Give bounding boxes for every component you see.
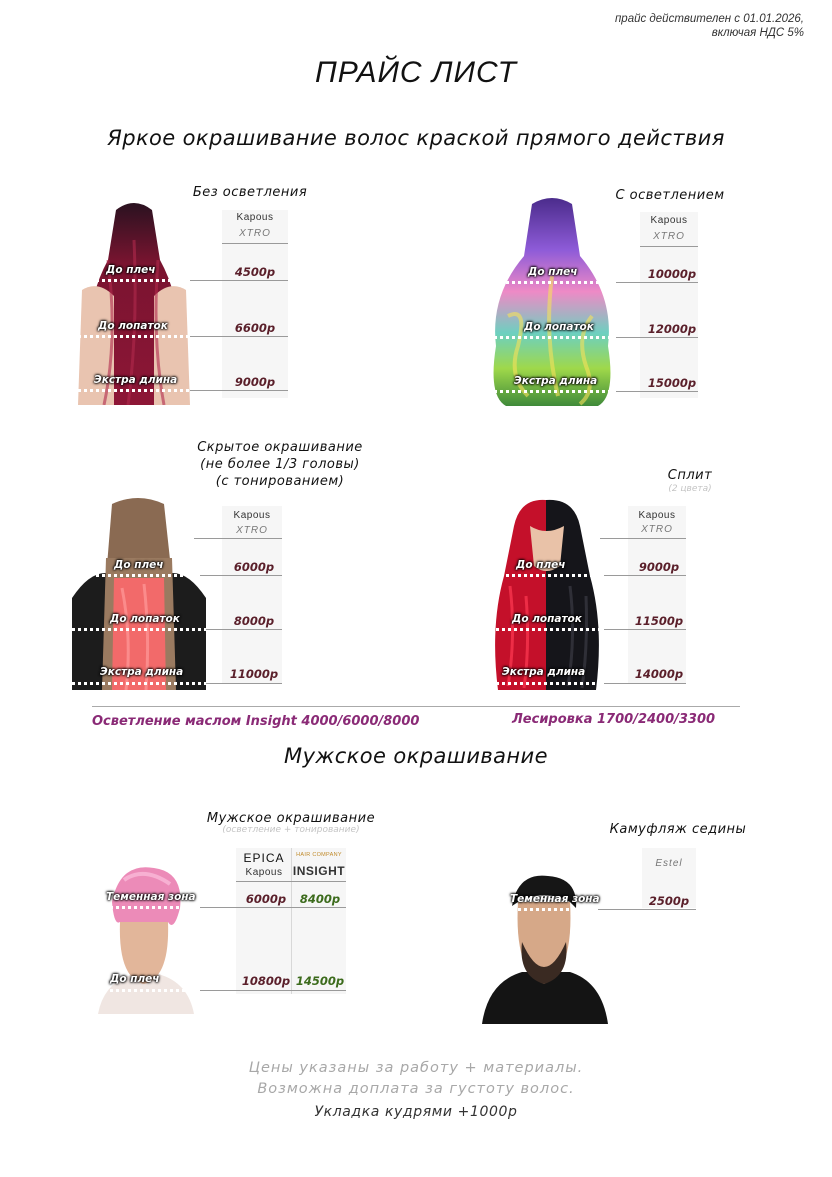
price: 15000р [647, 376, 697, 390]
price: 2500р [648, 894, 690, 908]
bright-section-title: Яркое окрашивание волос краской прямого действия [107, 126, 725, 150]
row-line [206, 629, 282, 630]
row-line [604, 575, 686, 576]
length-marker [72, 628, 206, 631]
zone-label: Экстра длина [94, 374, 178, 386]
zone-label: До лопаток [524, 321, 594, 333]
block-hidden-title [170, 439, 390, 490]
zone-label: До плеч [516, 559, 566, 571]
brand-kapous: Kapous [650, 215, 688, 226]
row-line [190, 280, 288, 281]
price: 10000р [647, 267, 697, 281]
validity-line-2: включая НДС 5% [711, 27, 804, 39]
block-no-bleach-title: Без осветления [192, 185, 308, 200]
brand-xtro: XTRO [239, 228, 271, 239]
length-marker [500, 574, 604, 577]
length-marker [96, 574, 200, 577]
length-marker [104, 989, 200, 992]
men-block-note: (осветление + тонирование) [222, 825, 360, 835]
brand-insight: INSIGHT [292, 864, 346, 878]
brand-xtro: XTRO [641, 524, 673, 535]
length-marker [488, 336, 616, 339]
price: 12000р [647, 322, 697, 336]
brand-hair-company: HAIR COMPANY [296, 852, 342, 858]
row-line [190, 336, 288, 337]
price-epica: 6000р [245, 892, 287, 906]
price: 9000р [638, 560, 680, 574]
divider [600, 538, 686, 539]
zone-label: Экстра длина [502, 666, 586, 678]
oil-bleach-price: Осветление маслом Insight 4000/6000/8000 [92, 714, 420, 729]
zone-label: До плеч [110, 973, 160, 985]
row-line [598, 909, 696, 910]
block-hidden-title-line-1: Скрытое окрашивание [197, 440, 363, 455]
length-marker [104, 906, 200, 909]
price-insight: 14500р [295, 974, 345, 988]
row-line [200, 990, 346, 991]
price: 9000р [234, 375, 276, 389]
block-split-note: (2 цвета) [668, 484, 712, 494]
length-marker [488, 390, 616, 393]
price: 6600р [234, 321, 276, 335]
men-section-title: Мужское окрашивание [284, 744, 548, 768]
validity-line-1: прайс действителен с 01.01.2026, [614, 13, 804, 25]
length-marker [490, 682, 604, 685]
zone-label: До лопаток [110, 613, 180, 625]
zone-label: Экстра длина [514, 375, 598, 387]
page-title: ПРАЙС ЛИСТ [315, 56, 517, 89]
brand-kapous: Kapous [245, 867, 283, 878]
price: 11000р [229, 667, 279, 681]
row-line [206, 683, 282, 684]
validity-note [615, 12, 804, 40]
zone-label: До лопаток [512, 613, 582, 625]
zone-label: Экстра длина [100, 666, 184, 678]
row-line [616, 391, 698, 392]
block-hidden-title-line-3: (с тонированием) [215, 474, 345, 489]
brand-kapous: Kapous [236, 212, 274, 223]
length-marker [488, 281, 616, 284]
zone-label: До плеч [528, 266, 578, 278]
row-line [604, 629, 686, 630]
zone-label: Теменная зона [510, 893, 600, 905]
brand-xtro: XTRO [653, 231, 685, 242]
block-hidden-title-line-2: (не более 1/3 головы) [200, 457, 360, 472]
divider [640, 246, 698, 247]
footer-curls-price: Укладка кудрями +1000р [314, 1104, 518, 1120]
price: 14000р [634, 667, 684, 681]
row-line [616, 337, 698, 338]
zone-label: До лопаток [98, 320, 168, 332]
men-block-title: Мужское окрашивание [206, 811, 376, 826]
price: 4500р [234, 265, 276, 279]
length-marker [78, 279, 190, 282]
brand-kapous: Kapous [233, 510, 271, 521]
camo-block-title: Камуфляж седины [609, 822, 747, 837]
price: 11500р [634, 614, 684, 628]
length-marker [78, 389, 190, 392]
zone-label: Теменная зона [106, 891, 196, 903]
row-line [190, 390, 288, 391]
brand-kapous: Kapous [638, 510, 676, 521]
price: 8000р [233, 614, 275, 628]
brand-epica: EPICA [243, 851, 285, 865]
length-marker [72, 682, 206, 685]
zone-label: До плеч [114, 559, 164, 571]
hair-photo-split [490, 496, 604, 690]
row-line [200, 575, 282, 576]
block-split-title: Сплит [667, 468, 713, 483]
hair-photo-hidden-color [72, 498, 206, 690]
divider [222, 243, 288, 244]
block-bleach-title: С осветлением [615, 188, 725, 203]
price-epica: 10800р [241, 974, 291, 988]
length-marker [494, 908, 598, 911]
row-line [616, 282, 698, 283]
footer-note-2: Возможна доплата за густоту волос. [257, 1081, 575, 1097]
divider [194, 538, 282, 539]
section-divider [92, 706, 740, 707]
length-marker [78, 335, 190, 338]
brand-estel: Estel [655, 858, 683, 869]
price-insight: 8400р [299, 892, 341, 906]
row-line [200, 907, 346, 908]
price: 6000р [233, 560, 275, 574]
divider [236, 881, 346, 882]
glazing-price: Лесировка 1700/2400/3300 [512, 712, 716, 727]
length-marker [490, 628, 604, 631]
zone-label: До плеч [106, 264, 156, 276]
row-line [604, 683, 686, 684]
footer-note-1: Цены указаны за работу + материалы. [248, 1060, 584, 1076]
brand-xtro: XTRO [236, 525, 268, 536]
